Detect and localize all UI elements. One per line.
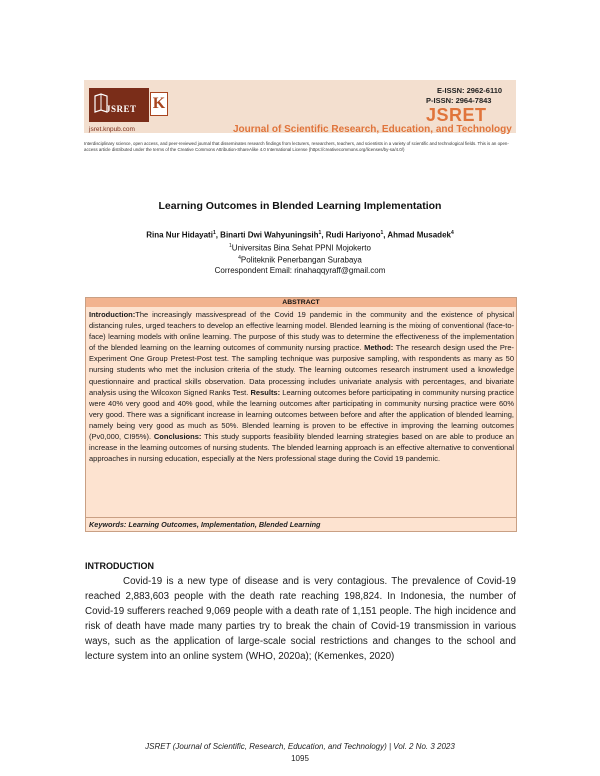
affiliation: $^1$Universitas Bina Sehat PPNI Mojokerto bbox=[229, 243, 371, 253]
footer-citation: JSRET (Journal of Scientific, Research, Education, and Technology) | Vol. 2 No. 3 2023 bbox=[145, 742, 455, 751]
correspondent-email: Correspondent Email: rinahaqqyraff@gmail.com bbox=[214, 266, 386, 275]
affiliation: $^4$Politeknik Penerbangan Surabaya bbox=[238, 255, 362, 265]
abstract-body: Introduction:The increasingly massivespread of the Covid 19 pandemic in the community and the existence of physical distancing rules, urged teachers to develop an effective learning model. Blended learning is the mixing of conventional (face-to-face) learning models with online learning. The purpose of this study was to determine the effectiveness of the implementation of the blended learning on the learning outcomes of community nursing practice. Method: The research design used the Pre-Experiment One Group Pretest-Post test. The sampling technique was purposive sampling, with respondents as many as 50 nursing students who met the inclusion criteria of the study. The learning outcomes research instrument used a knowledge questionnaire and practical skills observation. Data processing includes univariate analysis with percentages, and bivariate analysis using the Wilcoxon Signed Ranks Test. Results: Learning outcomes before participating in community nursing practice were 40% very good and 40% good, while the learning outcomes after participating in community nursing practice were 60% very good. There was a significant increase in learning outcomes between before and after the application of blended learning, namely being very good as much as 50%. Blended learning is proven to be effective in improving the learning outcomes (Pv0,000, CI95%). Conclusions: This study supports feasibility blended learning strategies based on are able to produce an increase in the learning outcomes of nursing students. The blended learning approach is an effective alternative to conventional approaches in nursing education, especially at the Ners professional stage during the Covid 19 pandemic. bbox=[89, 310, 514, 464]
publisher-k-logo: K bbox=[150, 92, 168, 116]
pissn-label: P-ISSN: 2964-7843 bbox=[426, 96, 492, 105]
author-name: Rina Nur Hidayati bbox=[146, 230, 213, 240]
journal-short-name: JSRET bbox=[426, 105, 487, 125]
eissn-label: E-ISSN: 2962-6110 bbox=[437, 86, 503, 95]
paper-title: Learning Outcomes in Blended Learning Implementation bbox=[158, 200, 442, 212]
author-name: Ahmad Musadek bbox=[387, 230, 451, 240]
keywords: Keywords: Learning Outcomes, Implementation, Blended Learning bbox=[86, 517, 516, 531]
author-name: Binarti Dwi Wahyuningsih bbox=[220, 230, 319, 240]
journal-url-link[interactable]: jsret.knpub.com bbox=[89, 126, 135, 133]
logo-text: JSRET bbox=[106, 104, 137, 114]
page-number: 1095 bbox=[291, 754, 309, 763]
author-list: Rina Nur Hidayati$^1$, Binarti Dwi Wahyuningsih$^1$, Rudi Hariyono$^1$, Ahmad Musadek$^4$ bbox=[146, 230, 454, 240]
journal-full-name: Journal of Scientific Research, Education, and Technology bbox=[233, 124, 512, 135]
introduction-paragraph: Covid-19 is a new type of disease and is very contagious. The prevalence of Covid-19 reached 2,883,603 people with the death rate reaching 198,824. In Indonesia, the number of Covid-19 sufferers reached 9,069 people with a death rate of 1,151 people. The high incidence and risk of death have made many parties try to break the chain of Covid-19 transmission in various ways, such as the application of large-scale social restrictions and changes to the school and lecture system into an online system (WHO, 2020a); (Kemenkes, 2020) bbox=[85, 576, 516, 662]
abstract-heading: ABSTRACT bbox=[86, 298, 516, 307]
section-heading: INTRODUCTION bbox=[85, 561, 154, 571]
author-name: Rudi Hariyono bbox=[325, 230, 381, 240]
journal-license-blurb: Interdisciplinary science, open access, and peer-reviewed journal that disseminates research findings from lecturers, researchers, teachers, and scientists in a variety of scientific and technological fields. This is an open-access article distributed under the terms of the Creative Commons Attribution-ShareAlike 4.0 International License (https://creativecommons.org/licenses/by-sa/4.0/) bbox=[84, 141, 509, 152]
